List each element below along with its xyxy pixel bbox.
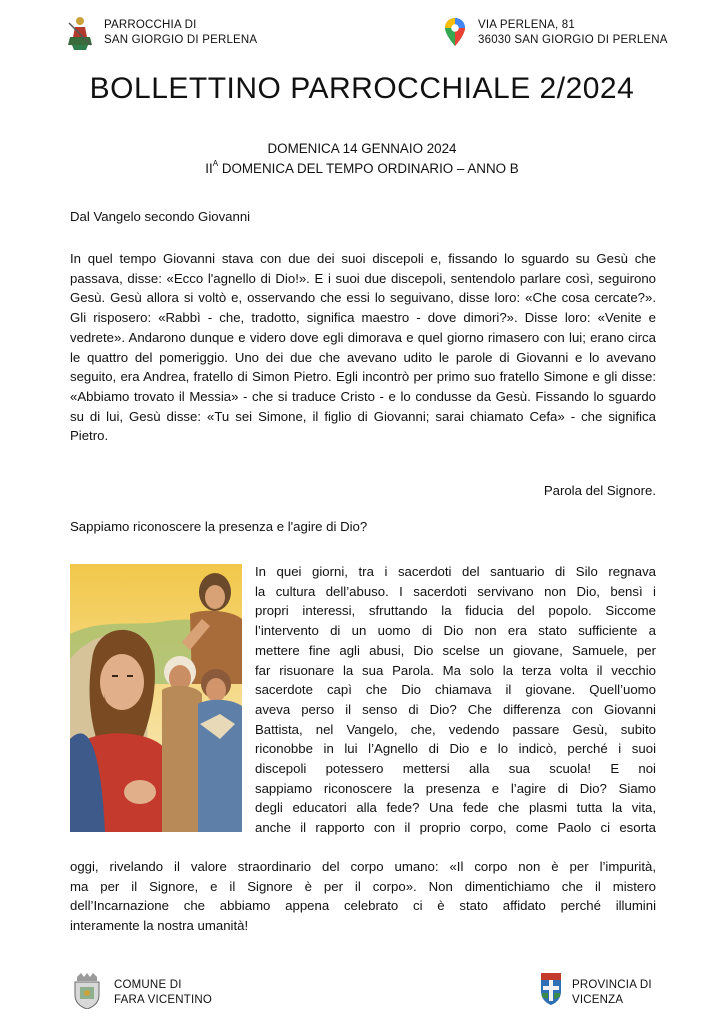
provincia-line2: VICENZA xyxy=(572,994,624,1006)
reflection-line: sacerdote capì che Dio chiamava il giovane. Quell’uomo xyxy=(255,682,656,698)
reflection-full-line: interamente la nostra umanità! xyxy=(70,918,249,934)
reflection-line: anche il rapporto con il proprio corpo, come Paolo ci esorta xyxy=(255,820,656,836)
saint-george-icon xyxy=(66,15,94,51)
liturgical-ordinal-sup: A xyxy=(212,159,219,168)
parish-line2: SAN GIORGIO DI PERLENA xyxy=(104,34,258,46)
jesus-disciples-illustration xyxy=(70,564,242,832)
parish-line1: PARROCCHIA DI xyxy=(104,19,197,31)
reflection-line: In quei giorni, tra i sacerdoti del santuario di Silo regnava xyxy=(255,564,656,579)
reflection-full-line: dell’Incarnazione che abbiamo appena celebrato ci è stato affidato perché illumini xyxy=(70,898,656,914)
reflection-full-line: oggi, rivelando il valore straordinario del corpo umano: «Il corpo non è per l’impurità, xyxy=(70,859,656,874)
reflection-full-line: ma per il Signore, e il Signore è per il corpo». Non dimentichiamo che il mistero xyxy=(70,878,656,894)
reflection-line: riconobbe in lui l’Agnello di Dio e lo indicò, perché i suoi xyxy=(255,741,656,757)
provincia-line1: PROVINCIA DI xyxy=(572,979,652,991)
address-pin xyxy=(444,17,466,47)
bulletin-title: BOLLETTINO PARROCCHIALE 2/2024 xyxy=(89,72,635,105)
reflection-line: mettere fine agli abusi, Dio scelse un giovane, Samuele, per xyxy=(255,642,656,658)
provincia-name xyxy=(572,978,652,1008)
map-pin-icon xyxy=(444,17,466,47)
reflection-line: far risuonare la sua Parola. Ma solo la terza volta il vecchio xyxy=(255,662,656,678)
liturgical-rest: DOMENICA DEL TEMPO ORDINARIO – ANNO B xyxy=(218,161,519,176)
gospel-closing: Parola del Signore. xyxy=(543,483,656,498)
reflection-wrapped-text xyxy=(255,562,656,838)
comune-logo xyxy=(72,973,102,1009)
reflection-line: sappiamo riconoscere la presenza e l’agire di Dio? Siamo xyxy=(255,780,656,796)
date-subtitle xyxy=(0,139,724,179)
gospel-heading: Dal Vangelo secondo Giovanni xyxy=(70,209,251,224)
reflection-full-width-text xyxy=(70,857,656,936)
reflection-heading: Sappiamo riconoscere la presenza e l'agire di Dio? xyxy=(70,519,368,534)
provincia-logo xyxy=(538,971,564,1005)
comune-line1: COMUNE DI xyxy=(114,979,182,991)
parish-logo xyxy=(66,15,94,51)
reflection-line: Battista, nel Vangelo, che, vedendo passare Gesù, subito xyxy=(255,721,656,737)
reflection-line: aveva perso il senso di Dio? Che differenza con Giovanni xyxy=(255,701,656,717)
reflection-line: degli educatori alla fede? Una fede che plasmi tutta la vita, xyxy=(255,800,656,816)
liturgical-sunday xyxy=(0,159,724,179)
comune-line2: FARA VICENTINO xyxy=(114,994,213,1006)
jesus-disciples-image xyxy=(70,564,242,832)
reflection-line: propri interessi, sfruttando la fiducia del popolo. Siccome xyxy=(255,603,656,619)
comune-crest-icon xyxy=(72,973,102,1009)
address-line2: 36030 SAN GIORGIO DI PERLENA xyxy=(478,34,668,46)
reflection-line: la cultura dell’abuso. I sacerdoti servivano non Dio, bensì i xyxy=(255,583,656,599)
provincia-crest-icon xyxy=(538,971,564,1005)
parish-address xyxy=(478,18,668,48)
reflection-line: discepoli potessero mettersi alla sua scuola! E noi xyxy=(255,761,656,777)
liturgical-ordinal: II xyxy=(205,161,213,176)
comune-name xyxy=(114,978,212,1008)
gospel-text: In quel tempo Giovanni stava con due dei suoi discepoli e, fissando lo sguardo su Gesù che passava, disse: «Ecco l'agnello di Dio!». E i suoi due discepoli, sentendolo parlare così, seguirono Gesù. Gesù allora si voltò e, osservando che essi lo seguivano, disse loro: «Che cosa cercate?». Gli risposero: «Rabbì - che, tradotto, significa maestro - dove dimori?». Disse loro: «Venite e vedrete». Andarono dunque e videro dove egli dimorava e quel giorno rimasero con lui; erano circa le quattro del pomeriggio. Uno dei due che avevano udito le parole di Giovanni e lo avevano seguito, era Andrea, fratello di Simon Pietro. Egli incontrò per primo suo fratello Simone e gli disse: «Abbiamo trovato il Messia» - che si traduce Cristo - e lo condusse da Gesù. Fissando lo sguardo su di lui, Gesù disse: «Tu sei Simone, il figlio di Giovanni; sarai chiamato Cefa» - che significa Pietro. xyxy=(70,251,656,444)
address-line1: VIA PERLENA, 81 xyxy=(478,19,575,31)
sunday-date: DOMENICA 14 GENNAIO 2024 xyxy=(267,141,457,156)
reflection-line: l’intervento di un uomo di Dio non era stato sufficiente a xyxy=(255,623,656,639)
parish-name xyxy=(104,18,257,48)
